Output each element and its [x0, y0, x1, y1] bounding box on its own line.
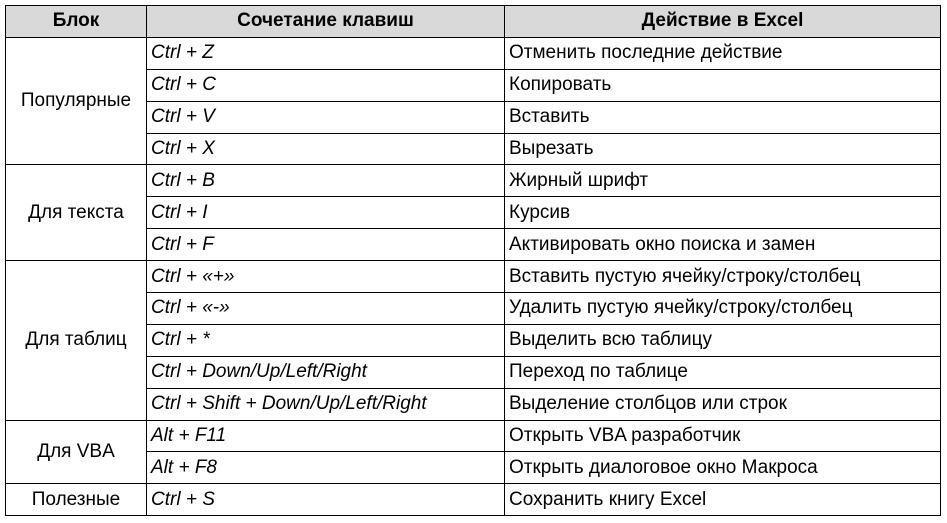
header-block: Блок [6, 6, 147, 38]
group-cell-useful: Полезные [6, 484, 147, 516]
shortcut-cell: Ctrl + Shift + Down/Up/Left/Right [147, 388, 505, 420]
action-cell: Вставить [505, 101, 941, 133]
action-cell: Жирный шрифт [505, 165, 941, 197]
shortcut-cell: Ctrl + Down/Up/Left/Right [147, 356, 505, 388]
header-row [6, 6, 941, 38]
table-row [6, 388, 941, 420]
action-cell: Удалить пустую ячейку/строку/столбец [505, 293, 941, 325]
action-cell: Выделить всю таблицу [505, 324, 941, 356]
action-cell: Вставить пустую ячейку/строку/столбец [505, 261, 941, 293]
group-cell-tables: Для таблиц [6, 261, 147, 420]
table-row [6, 37, 941, 69]
header-action: Действие в Excel [505, 6, 941, 38]
action-cell: Копировать [505, 69, 941, 101]
action-cell: Открыть диалоговое окно Макроса [505, 452, 941, 484]
shortcut-cell: Ctrl + * [147, 324, 505, 356]
action-cell: Открыть VBA разработчик [505, 420, 941, 452]
header-shortcut: Сочетание клавиш [147, 6, 505, 38]
shortcuts-table [5, 5, 941, 516]
table-row [6, 197, 941, 229]
shortcut-cell: Ctrl + «-» [147, 293, 505, 325]
table-row [6, 293, 941, 325]
group-cell-text: Для текста [6, 165, 147, 261]
action-cell: Активировать окно поиска и замен [505, 229, 941, 261]
shortcuts-table-wrapper [5, 5, 941, 516]
table-row [6, 356, 941, 388]
shortcut-cell: Ctrl + Z [147, 37, 505, 69]
shortcut-cell: Ctrl + «+» [147, 261, 505, 293]
shortcut-cell: Ctrl + V [147, 101, 505, 133]
shortcut-cell: Ctrl + F [147, 229, 505, 261]
table-row [6, 69, 941, 101]
shortcut-cell: Ctrl + B [147, 165, 505, 197]
action-cell: Курсив [505, 197, 941, 229]
shortcut-cell: Ctrl + X [147, 133, 505, 165]
action-cell: Сохранить книгу Excel [505, 484, 941, 516]
table-row [6, 261, 941, 293]
action-cell: Выделение столбцов или строк [505, 388, 941, 420]
shortcut-cell: Alt + F8 [147, 452, 505, 484]
group-cell-vba: Для VBA [6, 420, 147, 484]
table-row [6, 420, 941, 452]
table-row [6, 452, 941, 484]
shortcut-cell: Alt + F11 [147, 420, 505, 452]
table-row [6, 165, 941, 197]
table-row [6, 101, 941, 133]
action-cell: Отменить последние действие [505, 37, 941, 69]
shortcut-cell: Ctrl + I [147, 197, 505, 229]
table-row [6, 484, 941, 516]
table-row [6, 229, 941, 261]
shortcut-cell: Ctrl + S [147, 484, 505, 516]
action-cell: Переход по таблице [505, 356, 941, 388]
table-row [6, 324, 941, 356]
table-row [6, 133, 941, 165]
group-cell-popular: Популярные [6, 37, 147, 165]
action-cell: Вырезать [505, 133, 941, 165]
shortcut-cell: Ctrl + C [147, 69, 505, 101]
